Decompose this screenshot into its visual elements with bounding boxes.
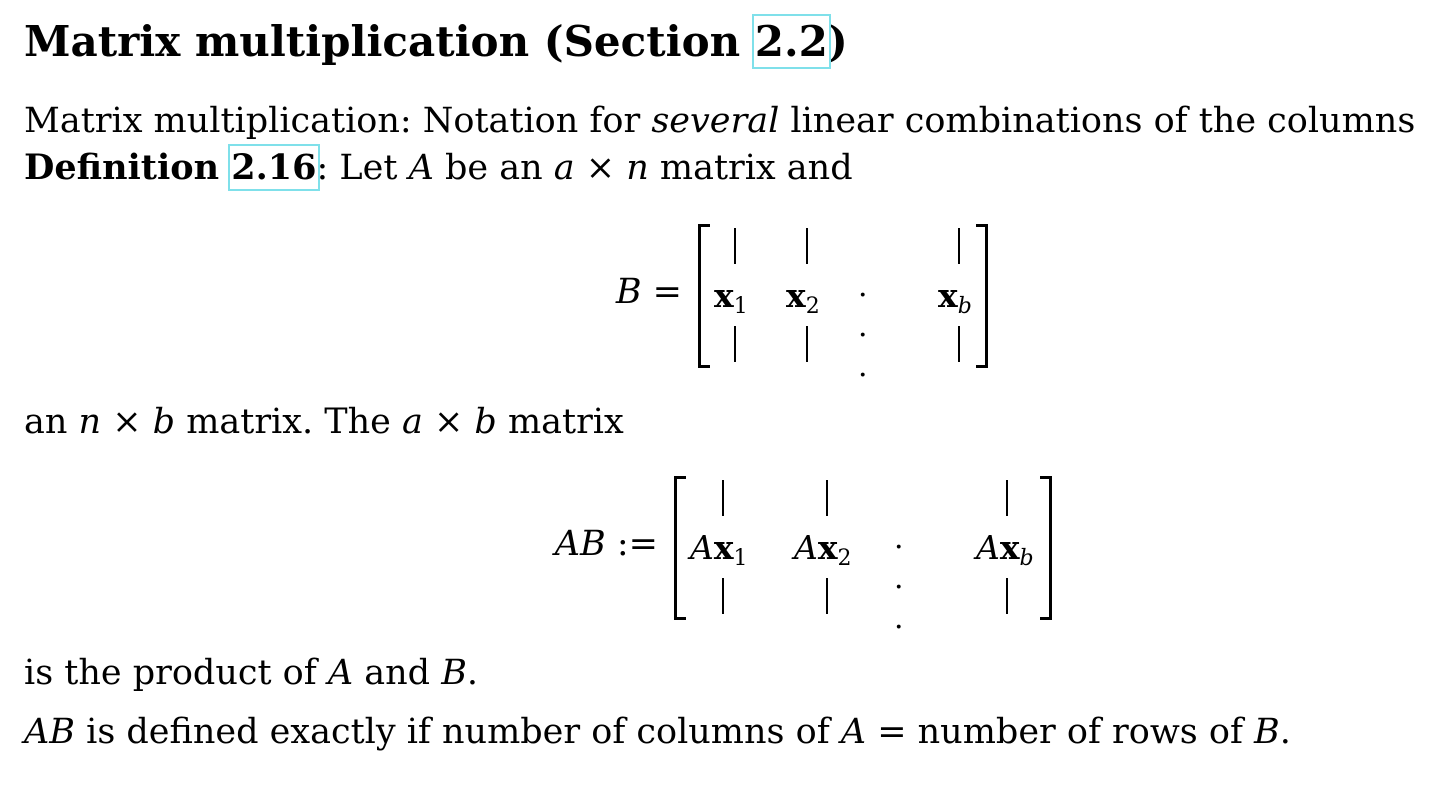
math-a: a — [553, 148, 575, 188]
column-bar — [826, 578, 828, 614]
math-b: b — [152, 402, 176, 442]
product-line — [24, 651, 478, 695]
vector-x: x — [999, 528, 1020, 567]
vector-x: x — [786, 276, 806, 315]
subscript: b — [1019, 546, 1034, 571]
math-defined-as: := — [605, 524, 658, 564]
text: . — [466, 653, 479, 693]
subscript: 1 — [733, 294, 748, 319]
column-bar — [826, 480, 828, 516]
definition-text: matrix and — [648, 148, 853, 188]
subscript: 1 — [733, 546, 748, 571]
subscript: 2 — [805, 294, 820, 319]
matrix-B-entry-2 — [786, 276, 820, 327]
intro-text: Matrix multiplication: Notation for — [24, 101, 652, 141]
math-equals: = — [641, 272, 682, 312]
definition-ref-link[interactable]: 2.16 — [231, 147, 317, 188]
section-title-close: ) — [827, 17, 848, 66]
matrix-B-entry-1 — [714, 276, 748, 327]
text: matrix — [496, 402, 624, 442]
vector-x: x — [714, 276, 734, 315]
section-title-text: Matrix multiplication (Section — [24, 17, 755, 66]
math-B: B — [615, 272, 642, 312]
math-equals: = — [866, 712, 918, 752]
matrix-AB-entry-3 — [976, 528, 1034, 579]
math-b: b — [474, 402, 497, 442]
definition-text: : Let — [316, 148, 409, 188]
vector-x: x — [938, 276, 958, 315]
text: is defined exactly if number of columns of — [75, 712, 841, 752]
matrix-B-entry-3 — [938, 276, 972, 327]
left-bracket — [698, 224, 710, 368]
definition-text: be an — [433, 148, 554, 188]
math-n: n — [78, 402, 102, 442]
text: an — [24, 402, 79, 442]
matrix-AB-entry-1 — [690, 528, 748, 579]
math-times: × — [422, 402, 475, 442]
vector-x: x — [713, 528, 734, 567]
text: . — [1279, 712, 1291, 752]
math-times: × — [101, 402, 153, 442]
column-bar — [958, 228, 960, 264]
math-a: a — [401, 402, 423, 442]
column-bar — [958, 326, 960, 362]
intro-line — [24, 99, 1415, 143]
math-times: × — [574, 148, 627, 188]
math-A: A — [840, 712, 867, 752]
definition-label: Definition — [24, 147, 232, 188]
column-bar — [722, 480, 724, 516]
vector-x: x — [817, 528, 838, 567]
section-title — [24, 14, 848, 70]
math-A: A — [794, 528, 818, 567]
intro-emphasis: several — [651, 101, 780, 141]
text: matrix. The — [175, 402, 402, 442]
text: and — [353, 653, 442, 693]
column-bar — [734, 228, 736, 264]
math-A: A — [327, 653, 354, 693]
intro-text-end: linear combinations of the columns — [779, 101, 1416, 141]
matrix-AB-lhs — [500, 522, 658, 566]
condition-line — [24, 710, 1291, 754]
column-bar — [806, 228, 808, 264]
math-A: A — [408, 148, 434, 188]
math-B: B — [441, 653, 467, 693]
math-A: A — [690, 528, 714, 567]
column-bar — [1006, 480, 1008, 516]
math-AB: AB — [554, 524, 606, 564]
column-bar — [722, 578, 724, 614]
matrix-AB-entry-2 — [794, 528, 852, 579]
math-B: B — [1254, 712, 1280, 752]
subscript: b — [957, 294, 972, 319]
definition-line — [24, 146, 853, 190]
math-A: A — [976, 528, 1000, 567]
matrix-B-lhs — [560, 270, 682, 314]
text: is the product of — [24, 653, 328, 693]
column-bar — [806, 326, 808, 362]
column-bar — [1006, 578, 1008, 614]
right-bracket — [976, 224, 988, 368]
text: number of rows of — [917, 712, 1255, 752]
ellipsis: · · · — [858, 278, 874, 393]
ellipsis: · · · — [894, 530, 910, 645]
right-bracket — [1040, 476, 1052, 620]
math-AB: AB — [24, 712, 75, 752]
column-bar — [734, 326, 736, 362]
matrix-dimension-line — [24, 400, 624, 444]
subscript: 2 — [837, 546, 852, 571]
math-n: n — [626, 148, 649, 188]
left-bracket — [674, 476, 686, 620]
section-ref-link[interactable]: 2.2 — [754, 17, 828, 66]
